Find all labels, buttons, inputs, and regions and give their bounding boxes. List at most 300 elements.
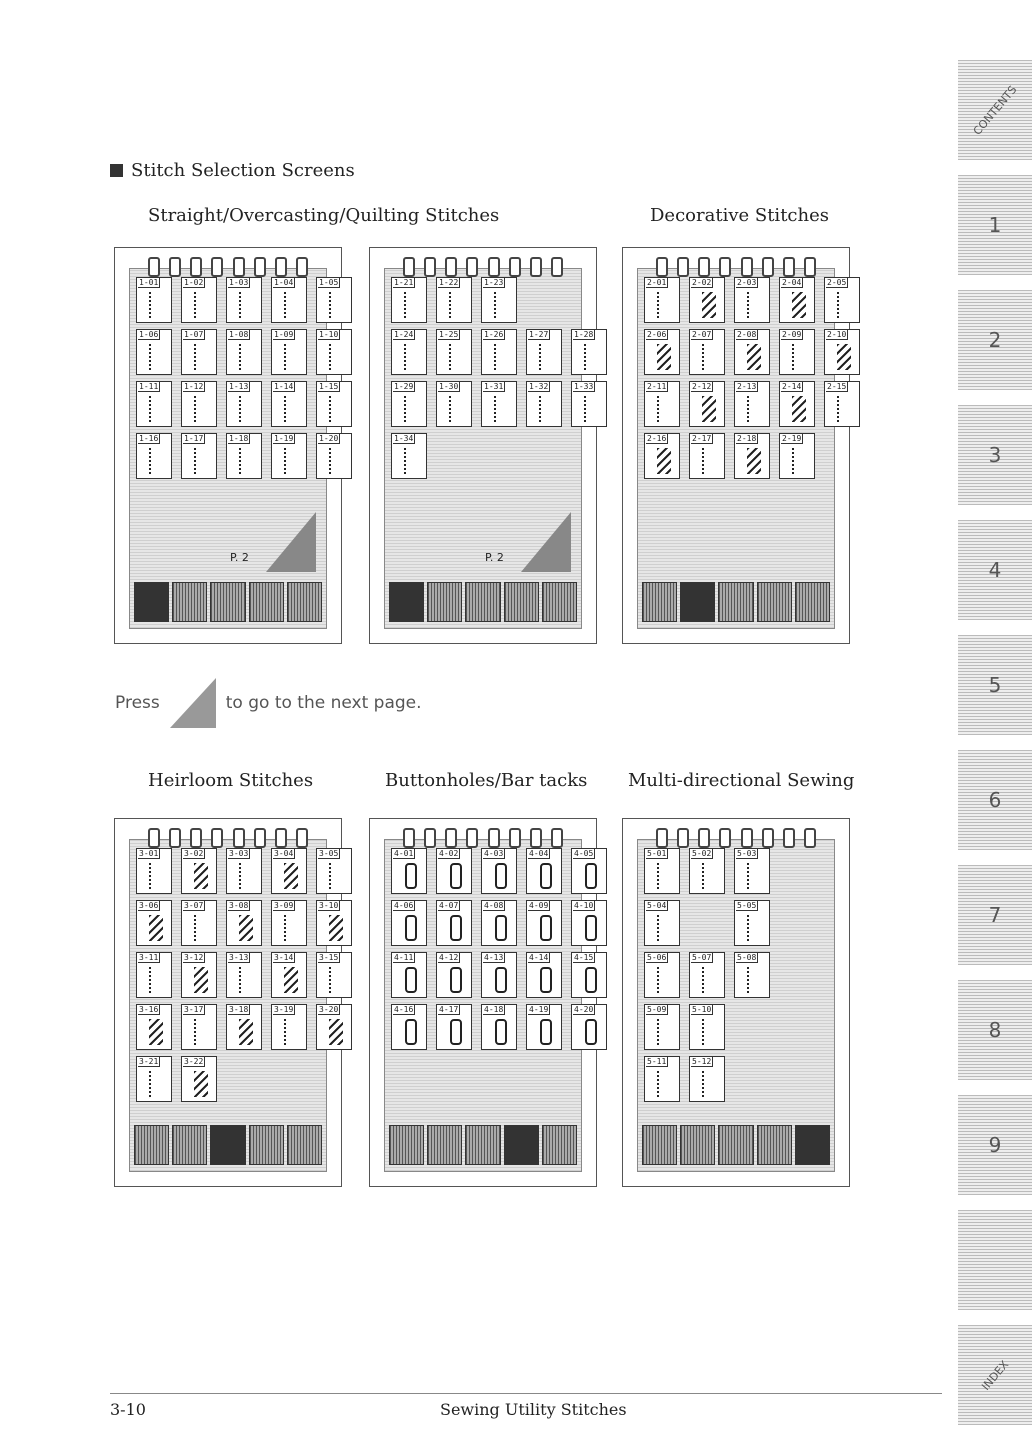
stitch-key[interactable] [226, 952, 262, 998]
stitch-key[interactable] [481, 952, 517, 998]
stitch-key[interactable] [316, 952, 352, 998]
stitch-code: 4-10 [574, 901, 594, 910]
stitch-pattern-icon [657, 1019, 669, 1045]
stitch-key[interactable] [526, 900, 562, 946]
stitch-pattern-icon [329, 292, 341, 318]
stitch-key[interactable] [226, 277, 262, 323]
stitch-pattern-icon [540, 967, 552, 993]
category-tab[interactable] [718, 582, 753, 622]
stitch-code: 1-16 [139, 434, 159, 443]
stitch-key[interactable] [181, 848, 217, 894]
stitch-key[interactable] [779, 381, 815, 427]
category-tab[interactable] [389, 582, 424, 622]
stitch-code: 3-10 [319, 901, 339, 910]
stitch-pattern-icon [657, 1071, 669, 1097]
ring-icon [783, 257, 795, 277]
stitch-key[interactable] [181, 433, 217, 479]
ring-icon [656, 828, 668, 848]
stitch-code: 5-11 [647, 1057, 667, 1066]
stitch-key[interactable] [571, 329, 607, 375]
stitch-code: 4-01 [394, 849, 414, 858]
stitch-code: 2-10 [827, 330, 847, 339]
stitch-code: 2-12 [692, 382, 712, 391]
ring-icon [509, 828, 521, 848]
stitch-key[interactable] [316, 1004, 352, 1050]
stitch-key[interactable] [136, 900, 172, 946]
stitch-key[interactable] [644, 1056, 680, 1102]
stitch-code: 1-01 [139, 278, 159, 287]
stitch-key[interactable] [316, 433, 352, 479]
bullet-square-icon [110, 164, 123, 177]
stitch-pattern-icon [702, 863, 714, 889]
stitch-code: 1-22 [439, 278, 459, 287]
stitch-key[interactable] [824, 381, 860, 427]
stitch-key[interactable] [689, 1004, 725, 1050]
stitch-code: 5-05 [737, 901, 757, 910]
side-tab-contents[interactable]: CONTENTS [958, 60, 1032, 160]
stitch-key[interactable] [689, 848, 725, 894]
stitch-pattern-icon [540, 1019, 552, 1045]
stitch-key[interactable] [436, 1004, 472, 1050]
stitch-code: 4-14 [529, 953, 549, 962]
stitch-pattern-icon [239, 292, 251, 318]
binder-rings [403, 828, 563, 848]
stitch-code: 4-11 [394, 953, 414, 962]
ring-icon [677, 257, 689, 277]
category-tab[interactable] [287, 582, 322, 622]
category-tab[interactable] [542, 1125, 577, 1165]
stitch-key[interactable] [136, 433, 172, 479]
stitch-key[interactable] [481, 1004, 517, 1050]
stitch-code: 1-08 [229, 330, 249, 339]
category-tab[interactable] [542, 582, 577, 622]
side-tab-1[interactable]: 1 [958, 175, 1032, 275]
stitch-pattern-icon [702, 344, 714, 370]
category-tab[interactable] [210, 1125, 245, 1165]
stitch-pattern-icon [405, 967, 417, 993]
stitch-pattern-icon [284, 863, 298, 889]
stitch-key[interactable] [391, 433, 427, 479]
caption-buttonholes: Buttonholes/Bar tacks [385, 770, 588, 791]
stitch-pattern-icon [149, 863, 161, 889]
stitch-grid [391, 848, 607, 1050]
press-after: to go to the next page. [225, 693, 422, 713]
stitch-key[interactable] [571, 381, 607, 427]
category-tab[interactable] [249, 582, 284, 622]
stitch-key[interactable] [316, 277, 352, 323]
stitch-key[interactable] [181, 277, 217, 323]
stitch-code: 1-23 [484, 278, 504, 287]
stitch-key[interactable] [181, 952, 217, 998]
category-tabs [389, 582, 577, 622]
ring-icon [698, 257, 710, 277]
side-tab-index[interactable]: INDEX [958, 1325, 1032, 1425]
stitch-pattern-icon [329, 967, 341, 993]
stitch-key[interactable] [226, 900, 262, 946]
ring-icon [466, 828, 478, 848]
stitch-pattern-icon [194, 396, 206, 422]
stitch-key[interactable] [779, 329, 815, 375]
category-tab[interactable] [504, 582, 539, 622]
stitch-pattern-icon [747, 396, 759, 422]
stitch-key[interactable] [136, 1004, 172, 1050]
stitch-pattern-icon [194, 915, 206, 941]
stitch-key[interactable] [226, 381, 262, 427]
category-tab[interactable] [757, 1125, 792, 1165]
stitch-pattern-icon [404, 396, 416, 422]
side-tab-8[interactable]: 8 [958, 980, 1032, 1080]
stitch-code: 3-02 [184, 849, 204, 858]
stitch-code: 4-15 [574, 953, 594, 962]
stitch-key[interactable] [689, 329, 725, 375]
stitch-key[interactable] [136, 1056, 172, 1102]
stitch-key[interactable] [316, 329, 352, 375]
stitch-pattern-icon [747, 967, 759, 993]
stitch-key[interactable] [734, 381, 770, 427]
ring-icon [719, 257, 731, 277]
stitch-key[interactable] [136, 952, 172, 998]
side-tab-10[interactable] [958, 1210, 1032, 1310]
binder-rings [656, 257, 816, 277]
stitch-pattern-icon [585, 967, 597, 993]
stitch-pattern-icon [657, 448, 671, 474]
stitch-key[interactable] [181, 900, 217, 946]
stitch-key[interactable] [824, 277, 860, 323]
ring-icon [403, 828, 415, 848]
stitch-key[interactable] [689, 277, 725, 323]
stitch-key[interactable] [824, 329, 860, 375]
stitch-key[interactable] [481, 277, 517, 323]
stitch-code: 1-07 [184, 330, 204, 339]
stitch-pattern-icon [194, 448, 206, 474]
stitch-pattern-icon [657, 863, 669, 889]
stitch-pattern-icon [657, 967, 669, 993]
stitch-key[interactable] [226, 433, 262, 479]
stitch-key[interactable] [734, 848, 770, 894]
stitch-grid [136, 848, 352, 1102]
stitch-key[interactable] [436, 277, 472, 323]
stitch-key[interactable] [644, 952, 680, 998]
category-tab[interactable] [465, 582, 500, 622]
stitch-pattern-icon [284, 915, 296, 941]
stitch-code: 5-08 [737, 953, 757, 962]
stitch-key[interactable] [571, 952, 607, 998]
stitch-key[interactable] [526, 952, 562, 998]
stitch-key[interactable] [779, 433, 815, 479]
stitch-key[interactable] [571, 900, 607, 946]
stitch-key[interactable] [644, 381, 680, 427]
stitch-pattern-icon [450, 967, 462, 993]
stitch-pattern-icon [540, 863, 552, 889]
stitch-key[interactable] [136, 277, 172, 323]
stitch-code: 3-09 [274, 901, 294, 910]
ring-icon [190, 828, 202, 848]
stitch-code: 4-02 [439, 849, 459, 858]
stitch-key[interactable] [391, 329, 427, 375]
stitch-pattern-icon [329, 863, 341, 889]
stitch-key[interactable] [734, 433, 770, 479]
category-tab[interactable] [757, 582, 792, 622]
ring-icon [804, 828, 816, 848]
stitch-pattern-icon [657, 344, 671, 370]
stitch-key[interactable] [271, 277, 307, 323]
stitch-key[interactable] [734, 329, 770, 375]
stitch-pattern-icon [449, 292, 461, 318]
stitch-code: 2-17 [692, 434, 712, 443]
stitch-key[interactable] [481, 381, 517, 427]
stitch-key[interactable] [391, 848, 427, 894]
side-tab-7[interactable]: 7 [958, 865, 1032, 965]
stitch-key[interactable] [689, 381, 725, 427]
stitch-key[interactable] [734, 277, 770, 323]
stitch-key[interactable] [271, 1004, 307, 1050]
stitch-pattern-icon [585, 1019, 597, 1045]
ring-icon [804, 257, 816, 277]
stitch-code: 3-18 [229, 1005, 249, 1014]
stitch-key[interactable] [226, 1004, 262, 1050]
stitch-key[interactable] [734, 900, 770, 946]
stitch-code: 5-12 [692, 1057, 712, 1066]
stitch-key[interactable] [644, 900, 680, 946]
stitch-key[interactable] [391, 381, 427, 427]
stitch-screen [384, 268, 594, 629]
stitch-pattern-icon [404, 448, 416, 474]
stitch-code: 3-13 [229, 953, 249, 962]
category-tab[interactable] [427, 582, 462, 622]
stitch-code: 1-11 [139, 382, 159, 391]
category-tab[interactable] [465, 1125, 500, 1165]
next-page-hand-icon[interactable] [266, 512, 316, 572]
stitch-code: 5-02 [692, 849, 712, 858]
stitch-key[interactable] [181, 329, 217, 375]
stitch-code: 1-06 [139, 330, 159, 339]
stitch-pattern-icon [404, 292, 416, 318]
next-page-hand-icon[interactable] [521, 512, 571, 572]
panel-1 [114, 247, 342, 644]
stitch-key[interactable] [436, 900, 472, 946]
ring-icon [719, 828, 731, 848]
stitch-code: 2-04 [782, 278, 802, 287]
stitch-code: 1-12 [184, 382, 204, 391]
category-tab[interactable] [172, 582, 207, 622]
category-tab[interactable] [680, 582, 715, 622]
stitch-code: 3-21 [139, 1057, 159, 1066]
stitch-pattern-icon [792, 344, 804, 370]
category-tab[interactable] [134, 582, 169, 622]
stitch-pattern-icon [539, 344, 551, 370]
stitch-key[interactable] [271, 433, 307, 479]
stitch-key[interactable] [391, 277, 427, 323]
stitch-pattern-icon [405, 1019, 417, 1045]
category-tab[interactable] [795, 582, 830, 622]
stitch-pattern-icon [405, 863, 417, 889]
footer-section: Sewing Utility Stitches [440, 1400, 627, 1419]
stitch-code: 2-07 [692, 330, 712, 339]
stitch-key[interactable] [136, 329, 172, 375]
category-tabs [134, 582, 322, 622]
stitch-code: 4-04 [529, 849, 549, 858]
stitch-key[interactable] [689, 1056, 725, 1102]
stitch-pattern-icon [284, 344, 296, 370]
stitch-key[interactable] [644, 848, 680, 894]
stitch-key[interactable] [526, 848, 562, 894]
panel-4 [114, 818, 342, 1187]
stitch-key[interactable] [526, 1004, 562, 1050]
category-tab[interactable] [210, 582, 245, 622]
stitch-key[interactable] [571, 848, 607, 894]
stitch-pattern-icon [404, 344, 416, 370]
stitch-code: 3-20 [319, 1005, 339, 1014]
stitch-key[interactable] [316, 900, 352, 946]
stitch-code: 1-14 [274, 382, 294, 391]
stitch-key[interactable] [526, 329, 562, 375]
side-tab-4[interactable]: 4 [958, 520, 1032, 620]
stitch-code: 1-18 [229, 434, 249, 443]
stitch-code: 2-08 [737, 330, 757, 339]
ring-icon [656, 257, 668, 277]
stitch-pattern-icon [149, 1019, 163, 1045]
stitch-key[interactable] [391, 1004, 427, 1050]
stitch-code: 1-10 [319, 330, 339, 339]
stitch-key[interactable] [779, 277, 815, 323]
stitch-key[interactable] [436, 329, 472, 375]
stitch-key[interactable] [734, 952, 770, 998]
category-tab[interactable] [287, 1125, 322, 1165]
stitch-key[interactable] [316, 381, 352, 427]
stitch-code: 1-29 [394, 382, 414, 391]
stitch-key[interactable] [481, 900, 517, 946]
stitch-key[interactable] [391, 952, 427, 998]
stitch-key[interactable] [571, 1004, 607, 1050]
stitch-code: 3-03 [229, 849, 249, 858]
stitch-code: 3-19 [274, 1005, 294, 1014]
stitch-code: 1-20 [319, 434, 339, 443]
stitch-code: 5-04 [647, 901, 667, 910]
stitch-code: 4-18 [484, 1005, 504, 1014]
category-tab[interactable] [795, 1125, 830, 1165]
stitch-key[interactable] [226, 848, 262, 894]
stitch-pattern-icon [792, 448, 804, 474]
category-tab[interactable] [389, 1125, 424, 1165]
category-tab[interactable] [642, 582, 677, 622]
stitch-pattern-icon [494, 292, 506, 318]
stitch-key[interactable] [481, 848, 517, 894]
side-tab-6[interactable]: 6 [958, 750, 1032, 850]
stitch-pattern-icon [495, 915, 507, 941]
stitch-key[interactable] [644, 329, 680, 375]
ring-icon [296, 257, 308, 277]
next-page-hand-icon [170, 678, 216, 728]
stitch-code: 2-19 [782, 434, 802, 443]
stitch-pattern-icon [792, 396, 806, 422]
stitch-key[interactable] [181, 381, 217, 427]
stitch-key[interactable] [526, 381, 562, 427]
page-switch[interactable] [485, 512, 571, 572]
stitch-key[interactable] [226, 329, 262, 375]
stitch-key[interactable] [271, 952, 307, 998]
stitch-key[interactable] [136, 381, 172, 427]
footer-rule [110, 1393, 942, 1394]
ring-icon [741, 828, 753, 848]
stitch-key[interactable] [271, 381, 307, 427]
stitch-pattern-icon [284, 448, 296, 474]
stitch-key[interactable] [436, 848, 472, 894]
stitch-key[interactable] [391, 900, 427, 946]
stitch-pattern-icon [284, 396, 296, 422]
page-switch[interactable] [230, 512, 316, 572]
ring-icon [424, 257, 436, 277]
stitch-code: 3-04 [274, 849, 294, 858]
stitch-pattern-icon [495, 967, 507, 993]
caption-heirloom: Heirloom Stitches [148, 770, 314, 791]
stitch-key[interactable] [644, 1004, 680, 1050]
stitch-key[interactable] [271, 329, 307, 375]
stitch-key[interactable] [644, 277, 680, 323]
side-tab-9[interactable]: 9 [958, 1095, 1032, 1195]
category-tab[interactable] [427, 1125, 462, 1165]
stitch-code: 4-16 [394, 1005, 414, 1014]
stitch-code: 1-04 [274, 278, 294, 287]
stitch-key[interactable] [271, 848, 307, 894]
stitch-key[interactable] [436, 381, 472, 427]
stitch-pattern-icon [702, 448, 714, 474]
ring-icon [677, 828, 689, 848]
stitch-code: 3-14 [274, 953, 294, 962]
stitch-screen [384, 839, 594, 1172]
stitch-pattern-icon [284, 292, 296, 318]
side-tab-5[interactable]: 5 [958, 635, 1032, 735]
category-tab[interactable] [249, 1125, 284, 1165]
stitch-key[interactable] [271, 900, 307, 946]
side-tab-2[interactable]: 2 [958, 290, 1032, 390]
stitch-pattern-icon [450, 915, 462, 941]
stitch-code: 1-03 [229, 278, 249, 287]
stitch-code: 4-17 [439, 1005, 459, 1014]
stitch-key[interactable] [644, 433, 680, 479]
category-tab[interactable] [504, 1125, 539, 1165]
stitch-code: 5-07 [692, 953, 712, 962]
stitch-key[interactable] [481, 329, 517, 375]
category-tabs [134, 1125, 322, 1165]
stitch-pattern-icon [239, 344, 251, 370]
ring-icon [233, 828, 245, 848]
stitch-key[interactable] [316, 848, 352, 894]
stitch-pattern-icon [702, 396, 716, 422]
stitch-key[interactable] [436, 952, 472, 998]
stitch-code: 1-24 [394, 330, 414, 339]
stitch-key[interactable] [689, 433, 725, 479]
category-tab[interactable] [134, 1125, 169, 1165]
stitch-pattern-icon [585, 915, 597, 941]
stitch-key[interactable] [136, 848, 172, 894]
category-tab[interactable] [680, 1125, 715, 1165]
stitch-pattern-icon [149, 967, 161, 993]
binder-rings [148, 828, 308, 848]
stitch-key[interactable] [181, 1004, 217, 1050]
category-tab[interactable] [718, 1125, 753, 1165]
stitch-code: 2-14 [782, 382, 802, 391]
caption-multidirectional: Multi-directional Sewing [628, 770, 855, 791]
panel-2 [369, 247, 597, 644]
stitch-code: 4-12 [439, 953, 459, 962]
category-tab[interactable] [172, 1125, 207, 1165]
stitch-code: 4-08 [484, 901, 504, 910]
side-tab-3[interactable]: 3 [958, 405, 1032, 505]
stitch-key[interactable] [689, 952, 725, 998]
category-tab[interactable] [642, 1125, 677, 1165]
stitch-key[interactable] [181, 1056, 217, 1102]
stitch-code: 4-06 [394, 901, 414, 910]
